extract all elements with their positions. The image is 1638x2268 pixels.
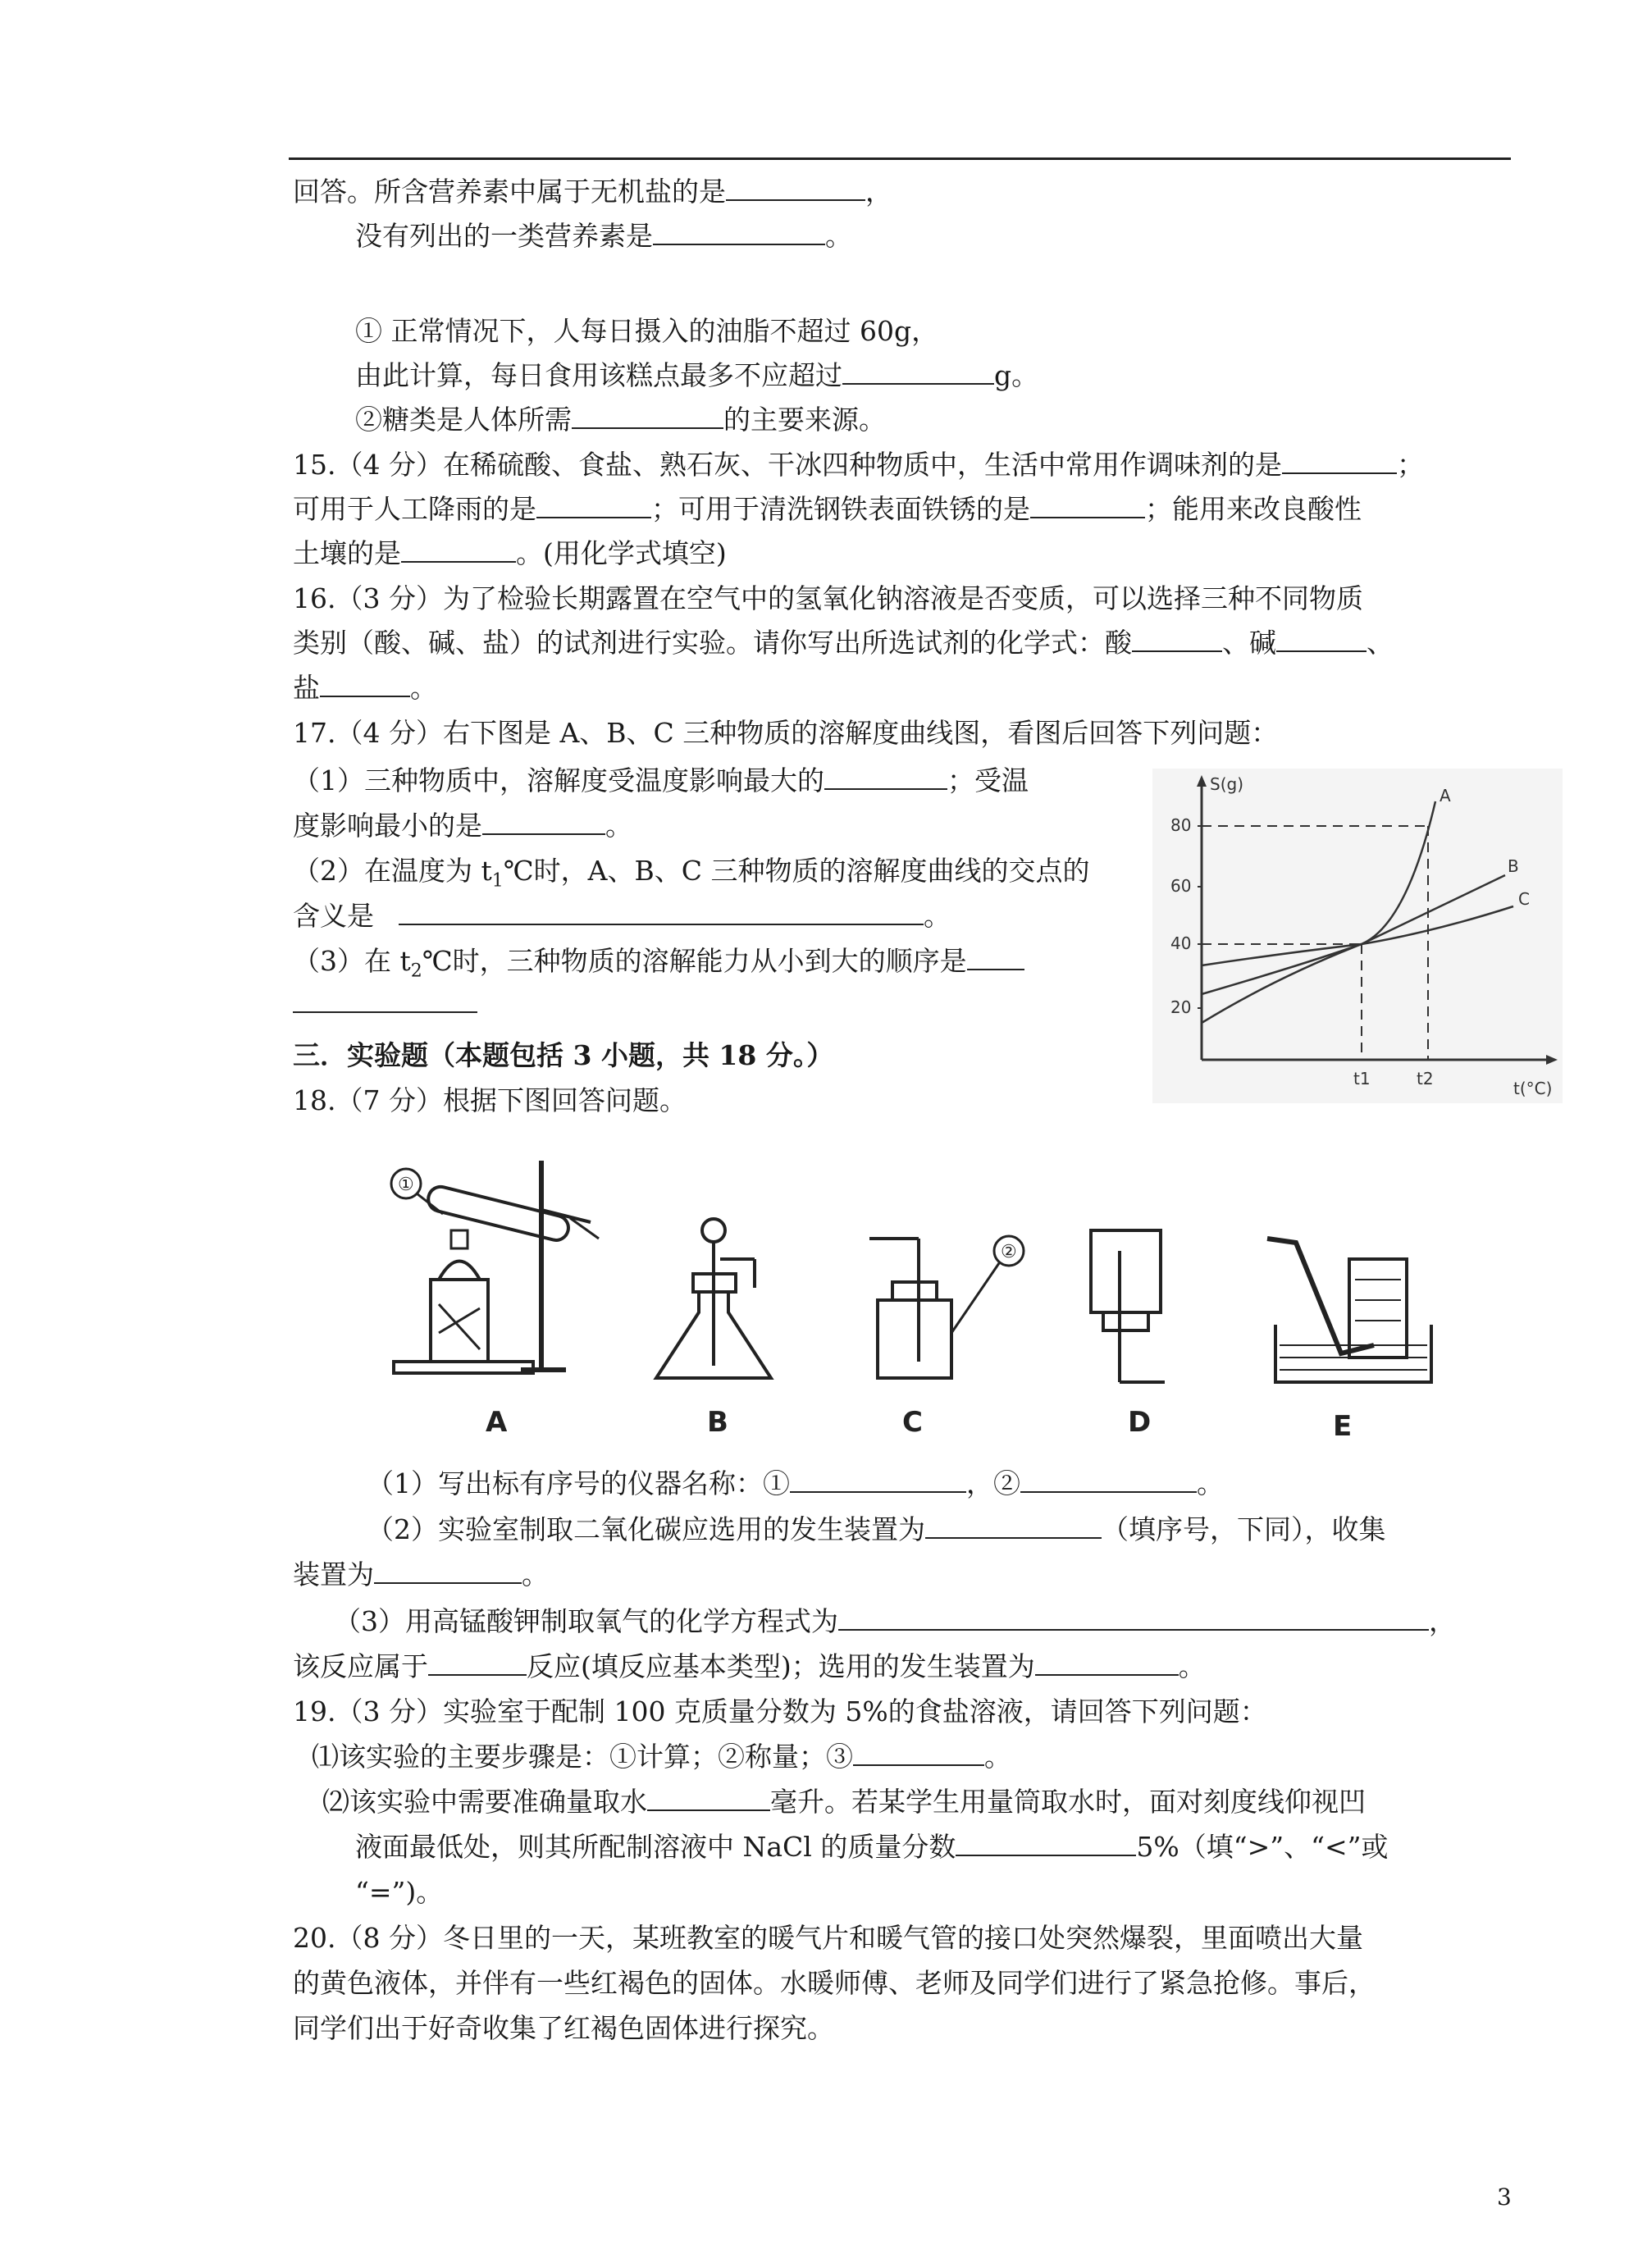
q18-line-1: 18.（7 分）根据下图回答问题。: [293, 1084, 687, 1116]
text-line-3: ① 正常情况下，人每日摄入的油脂不超过 60g，: [355, 315, 939, 347]
q19-line-3: ⑵该实验中需要准确量取水 毫升。若某学生用量筒取水时，面对刻度线仰视凹: [322, 1786, 1366, 1818]
q17-line-3: 度影响最小的是 。: [293, 810, 632, 842]
curve-label-c: C: [1518, 889, 1530, 909]
q19-line-1: 19.（3 分）实验室于配制 100 克质量分数为 5%的食盐溶液，请回答下列问题：: [293, 1695, 1267, 1727]
q16-line-2: 类别（酸、碱、盐）的试剂进行实验。请你写出所选试剂的化学式：酸 、碱 、: [293, 627, 1394, 659]
label-a: A: [486, 1406, 508, 1439]
q18-line-6: 该反应属于 反应(填反应基本类型)；选用的发生装置为 。: [293, 1650, 1206, 1682]
y-tick-20: 20: [1170, 997, 1192, 1017]
q15-line-2: 可用于人工降雨的是 ；可用于清洗钢铁表面铁锈的是 ；能用来改良酸性: [293, 493, 1362, 525]
apparatus-c: [869, 1236, 1024, 1439]
y-axis-label: S(g): [1210, 774, 1243, 794]
x-tick-t2: t2: [1417, 1069, 1434, 1088]
q18-line-2: （1）写出标有序号的仪器名称：① ，② 。: [367, 1467, 1224, 1499]
page-number: 3: [1497, 2184, 1512, 2211]
q20-line-3: 同学们出于好奇收集了红褐色固体进行探究。: [293, 2012, 834, 2044]
q18-line-5: （3）用高锰酸钾制取氧气的化学方程式为 ，: [334, 1605, 1456, 1637]
q17-answer-blank: [293, 1011, 477, 1013]
q20-line-2: 的黄色液体，并伴有一些红褐色的固体。水暖师傅、老师及同学们进行了紧急抢修。事后，: [293, 1967, 1376, 1999]
section-3-heading: 三．实验题（本题包括 3 小题，共 18 分。）: [293, 1039, 834, 1071]
q16-line-1: 16.（3 分）为了检验长期露置在空气中的氢氧化钠溶液是否变质，可以选择三种不同物质: [293, 582, 1363, 614]
q17-line-6: （3）在 $t_2℃$时，三种物质的溶解能力从小到大的顺序是: [293, 943, 1024, 990]
header-rule: [289, 157, 1511, 160]
label-c: C: [902, 1406, 923, 1439]
y-tick-40: 40: [1170, 933, 1192, 953]
marker-2: ②: [1001, 1242, 1017, 1262]
y-tick-80: 80: [1170, 815, 1192, 835]
q17-line-2: （1）三种物质中，溶解度受温度影响最大的 ；受温: [293, 764, 1029, 796]
q19-line-4: 液面最低处，则其所配制溶液中 NaCl 的质量分数 5%（填“>”、“<”或: [355, 1831, 1389, 1863]
text-line-4: 由此计算，每日食用该糕点最多不应超过 g。: [355, 359, 1039, 391]
chart-background: [1152, 769, 1563, 1103]
q15-line-1: 15.（4 分）在稀硫酸、食盐、熟石灰、干冰四种物质中，生活中常用作调味剂的是 ；: [293, 449, 1424, 481]
label-b: B: [707, 1406, 728, 1439]
lab-apparatus-figure: [361, 1144, 1517, 1456]
apparatus-e: [1267, 1239, 1431, 1443]
marker-1: ①: [398, 1175, 414, 1195]
label-e: E: [1333, 1410, 1353, 1443]
x-tick-t1: t1: [1353, 1069, 1371, 1088]
label-d: D: [1128, 1406, 1152, 1439]
text-line-2: 没有列出的一类营养素是 。: [355, 220, 852, 252]
text-line-1: 回答。所含营养素中属于无机盐的是 ，: [293, 176, 892, 208]
apparatus-a: [391, 1161, 599, 1373]
q20-line-1: 20.（8 分）冬日里的一天，某班教室的暖气片和暖气管的接口处突然爆裂，里面喷出大量: [293, 1922, 1363, 1954]
q16-line-3: 盐 。: [293, 672, 437, 704]
curve-label-b: B: [1508, 856, 1519, 876]
q19-line-5: “=”)。: [355, 1876, 444, 1908]
curve-label-a: A: [1440, 786, 1451, 805]
q19-line-2: ⑴该实验的主要步骤是：①计算；②称量；③ 。: [312, 1741, 1011, 1773]
q17-line-5: 含义是 。: [293, 900, 951, 932]
text-line-5: ②糖类是人体所需 的主要来源。: [355, 404, 886, 436]
solubility-curve-chart: [1152, 769, 1563, 1103]
apparatus-d: [1091, 1230, 1165, 1439]
q17-line-1: 17.（4 分）右下图是 A、B、C 三种物质的溶解度曲线图，看图后回答下列问题：: [293, 717, 1279, 749]
y-tick-60: 60: [1170, 876, 1192, 896]
q17-line-4: （2）在温度为 $t_1℃$时，A、B、C 三种物质的溶解度曲线的交点的: [293, 855, 1090, 892]
apparatus-b: [656, 1219, 771, 1439]
q18-line-3: （2）实验室制取二氧化碳应选用的发生装置为 （填序号，下同），收集: [367, 1513, 1386, 1545]
q18-line-4: 装置为 。: [293, 1558, 549, 1590]
q15-line-3: 土壤的是 。(用化学式填空): [293, 537, 727, 569]
x-axis-label: t(°C): [1513, 1079, 1553, 1098]
